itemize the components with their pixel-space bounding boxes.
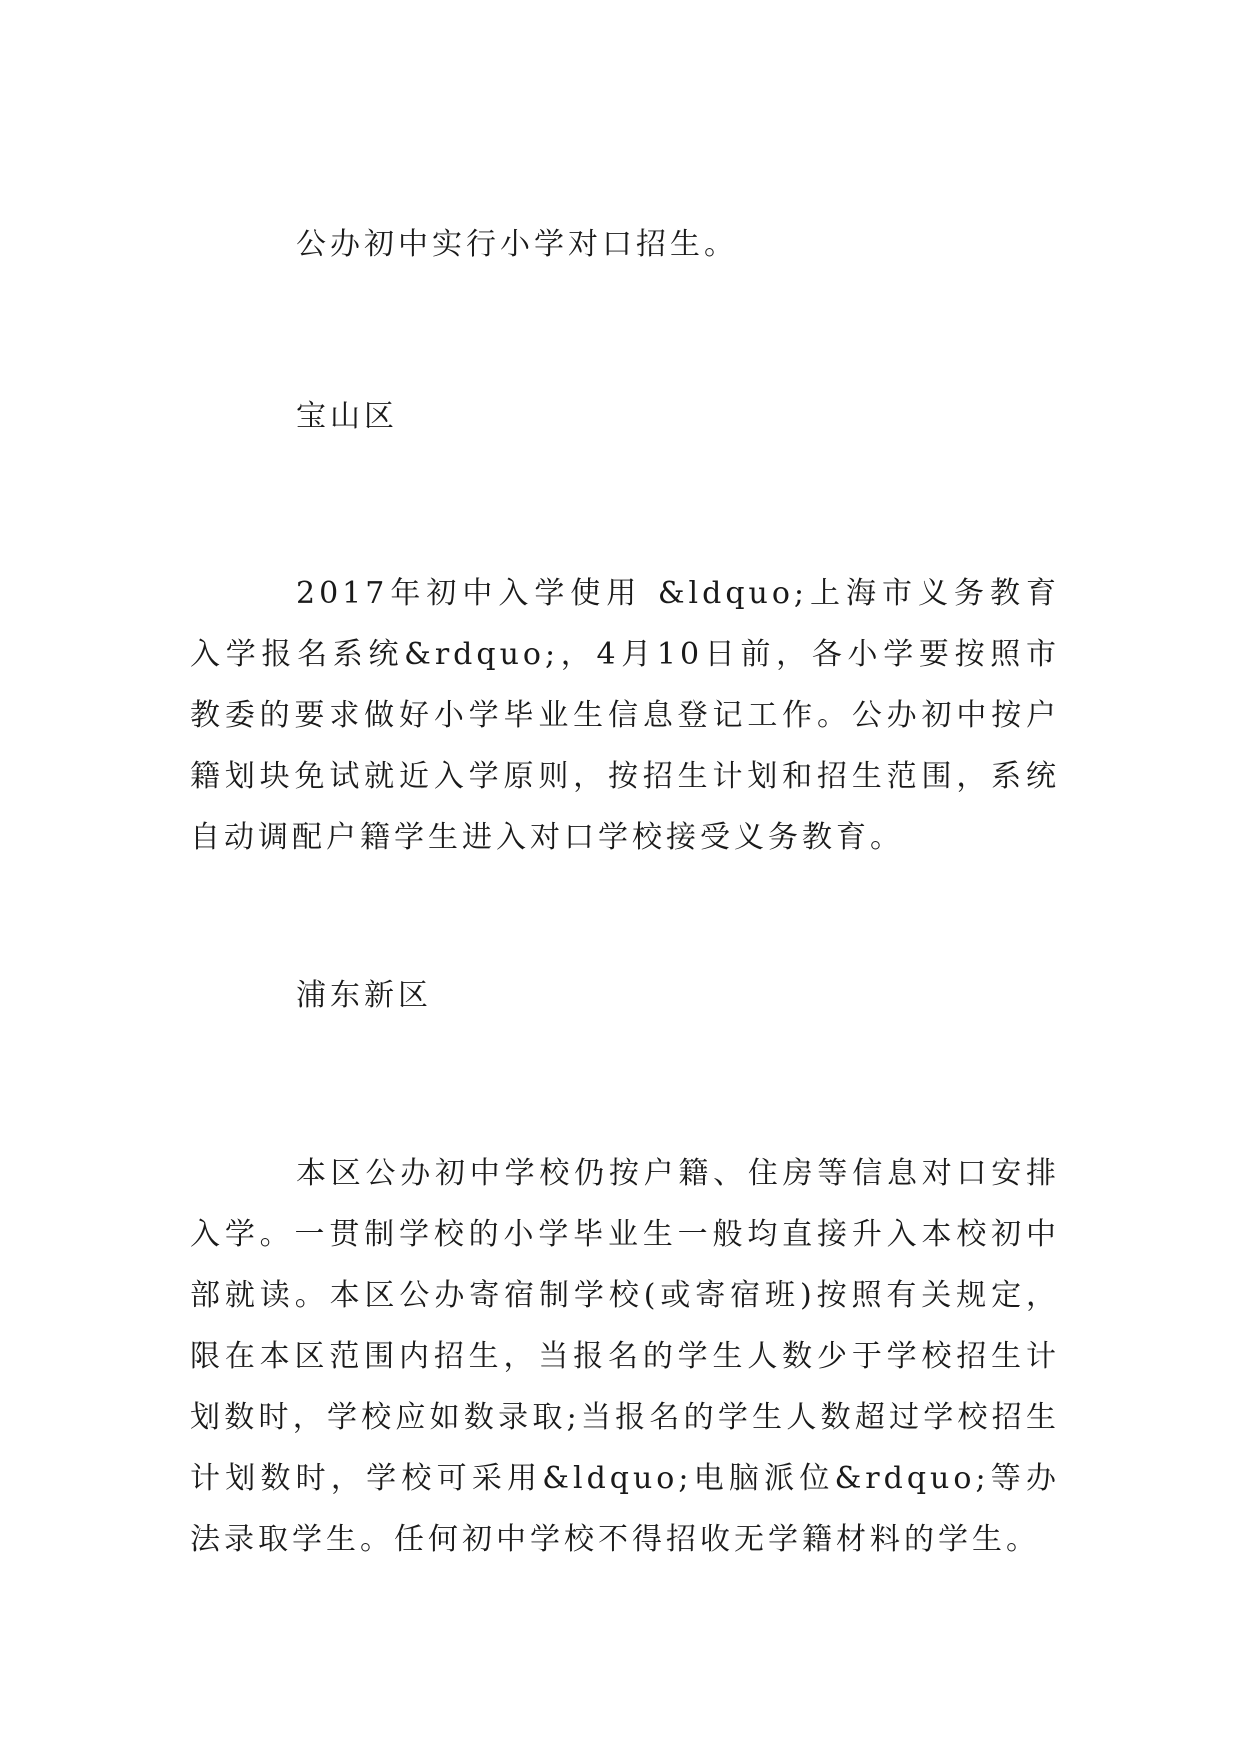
paragraph-1: 公办初中实行小学对口招生。 [296, 227, 738, 262]
heading-baoshan-district: 宝山区 [296, 399, 398, 434]
heading-pudong-new-district: 浦东新区 [296, 978, 432, 1013]
paragraph-pudong: 本区公办初中学校仍按户籍、住房等信息对口安排入学。一贯制学校的小学毕业生一般均直接升入本校初中部就读。本区公办寄宿制学校(或寄宿班)按照有关规定，限在本区范围内招生，当报名的学生人数少于学校招生计划数时，学校应如数录取;当报名的学生人数超过学校招生计划数时，学校可采用&ldquo;电脑派位&rdquo;等办法录取学生。任何初中学校不得招收无学籍材料的学生。 [190, 1156, 1060, 1557]
paragraph-baoshan: 2017年初中入学使用 &ldquo;上海市义务教育入学报名系统&rdquo;，4月10日前，各小学要按照市教委的要求做好小学毕业生信息登记工作。公办初中按户籍划块免试就近入学原则，按招生计划和招生范围，系统自动调配户籍学生进入对口学校接受义务教育。 [190, 576, 1060, 855]
